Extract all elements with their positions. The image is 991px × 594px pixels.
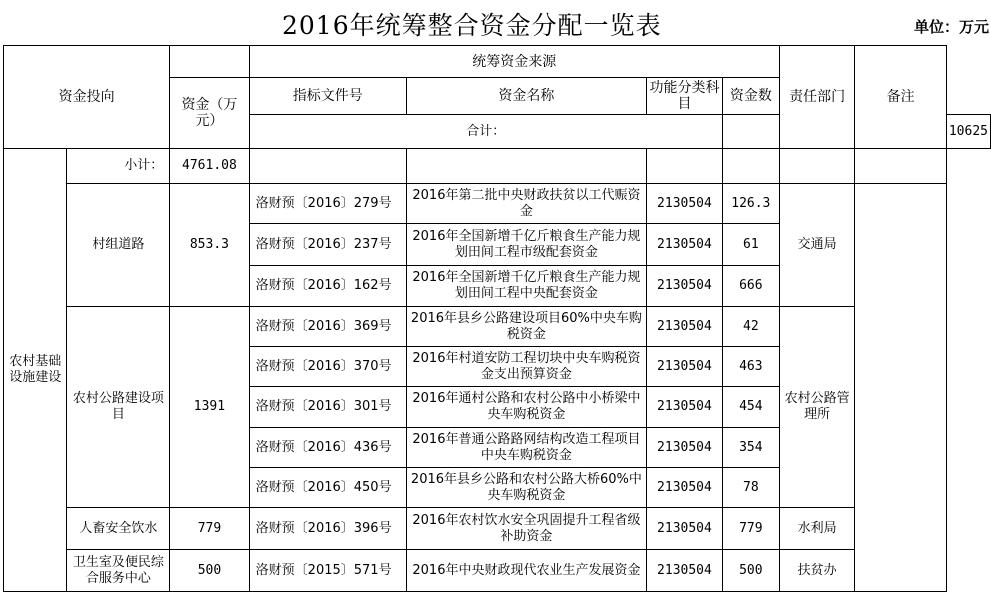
dept: 扶贫办 [779, 550, 855, 592]
doc-number: 洛财预〔2015〕571号 [249, 550, 406, 592]
amount: 500 [722, 550, 779, 592]
doc-number: 洛财预〔2016〕396号 [249, 508, 406, 550]
group-name: 卫生室及便民综合服务中心 [67, 550, 170, 592]
total-code-blank [722, 115, 779, 149]
doc-number: 洛财预〔2016〕436号 [249, 428, 406, 468]
group-name: 人畜安全饮水 [67, 508, 170, 550]
allocation-table [3, 45, 991, 592]
fund-name: 2016年全国新增千亿斤粮食生产能力规划田间工程中央配套资金 [406, 266, 646, 307]
header-fund-name: 资金名称 [406, 78, 646, 115]
fund-name: 2016年第二批中央财政扶贫以工代赈资金 [406, 184, 646, 224]
func-code: 2130504 [647, 508, 723, 550]
fund-name: 2016年中央财政现代农业生产发展资金 [406, 550, 646, 592]
fund-name: 2016年农村饮水安全巩固提升工程省级补助资金 [406, 508, 646, 550]
subtotal-blank [779, 149, 855, 184]
fund-name: 2016年通村公路和农村公路中小桥梁中央车购税资金 [406, 387, 646, 428]
doc-number: 洛财预〔2016〕450号 [249, 468, 406, 508]
subtotal-blank [647, 149, 723, 184]
amount: 666 [722, 266, 779, 307]
dept: 水利局 [779, 508, 855, 550]
fund-name: 2016年县乡公路建设项目60%中央车购税资金 [406, 307, 646, 347]
header-amount: 资金数 [722, 78, 779, 115]
table-row [4, 307, 991, 347]
func-code: 2130504 [647, 550, 723, 592]
doc-number: 洛财预〔2016〕279号 [249, 184, 406, 224]
group-name: 农村公路建设项目 [67, 307, 170, 508]
amount: 454 [722, 387, 779, 428]
func-code: 2130504 [647, 266, 723, 307]
table-row [4, 550, 991, 592]
doc-number: 洛财预〔2016〕369号 [249, 307, 406, 347]
remark-cell [855, 184, 946, 592]
header-fund-direction: 资金投向 [4, 46, 170, 149]
doc-number: 洛财预〔2016〕301号 [249, 387, 406, 428]
doc-number: 洛财预〔2016〕162号 [249, 266, 406, 307]
group-funds: 500 [170, 550, 249, 592]
func-code: 2130504 [647, 347, 723, 387]
fund-name: 2016年村道安防工程切块中央车购税资金支出预算资金 [406, 347, 646, 387]
amount: 126.3 [722, 184, 779, 224]
total-label: 合计： [249, 115, 722, 149]
amount: 61 [722, 224, 779, 266]
func-code: 2130504 [647, 428, 723, 468]
amount: 463 [722, 347, 779, 387]
header-remark: 备注 [855, 46, 946, 149]
group-funds: 853.3 [170, 184, 249, 307]
amount: 779 [722, 508, 779, 550]
func-code: 2130504 [647, 387, 723, 428]
doc-number: 洛财预〔2016〕370号 [249, 347, 406, 387]
subtotal-blank [855, 149, 946, 184]
fund-name: 2016年全国新增千亿斤粮食生产能力规划田间工程市级配套资金 [406, 224, 646, 266]
category-name: 农村基础设施建设 [4, 149, 67, 592]
title-bar [0, 4, 991, 40]
fund-name: 2016年县乡公路和农村公路大桥60%中央车购税资金 [406, 468, 646, 508]
dept: 农村公路管理所 [779, 307, 855, 508]
group-funds: 779 [170, 508, 249, 550]
total-value: 10625 [946, 115, 990, 149]
header-func-code: 功能分类科目 [647, 78, 723, 115]
amount: 78 [722, 468, 779, 508]
amount: 354 [722, 428, 779, 468]
subtotal-label: 小计： [67, 149, 170, 184]
header-doc-no: 指标文件号 [249, 78, 406, 115]
group-funds: 1391 [170, 307, 249, 508]
header-source-group: 统筹资金来源 [249, 46, 779, 78]
func-code: 2130504 [647, 307, 723, 347]
func-code: 2130504 [647, 184, 723, 224]
group-name: 村组道路 [67, 184, 170, 307]
table-row [4, 508, 991, 550]
header-funds: 资金（万元） [170, 78, 249, 149]
subtotal-blank [722, 149, 779, 184]
doc-number: 洛财预〔2016〕237号 [249, 224, 406, 266]
page-title: 2016年统筹整合资金分配一览表 [282, 11, 662, 40]
func-code: 2130504 [647, 224, 723, 266]
func-code: 2130504 [647, 468, 723, 508]
subtotal-blank [406, 149, 646, 184]
subtotal-value: 4761.08 [170, 149, 249, 184]
fund-name: 2016年普通公路路网结构改造工程项目中央车购税资金 [406, 428, 646, 468]
header-funds-blank [170, 46, 249, 78]
table-row [4, 184, 991, 224]
dept: 交通局 [779, 184, 855, 307]
amount: 42 [722, 307, 779, 347]
header-dept: 责任部门 [779, 46, 855, 149]
subtotal-blank [249, 149, 406, 184]
unit-label: 单位：万元 [914, 18, 990, 36]
